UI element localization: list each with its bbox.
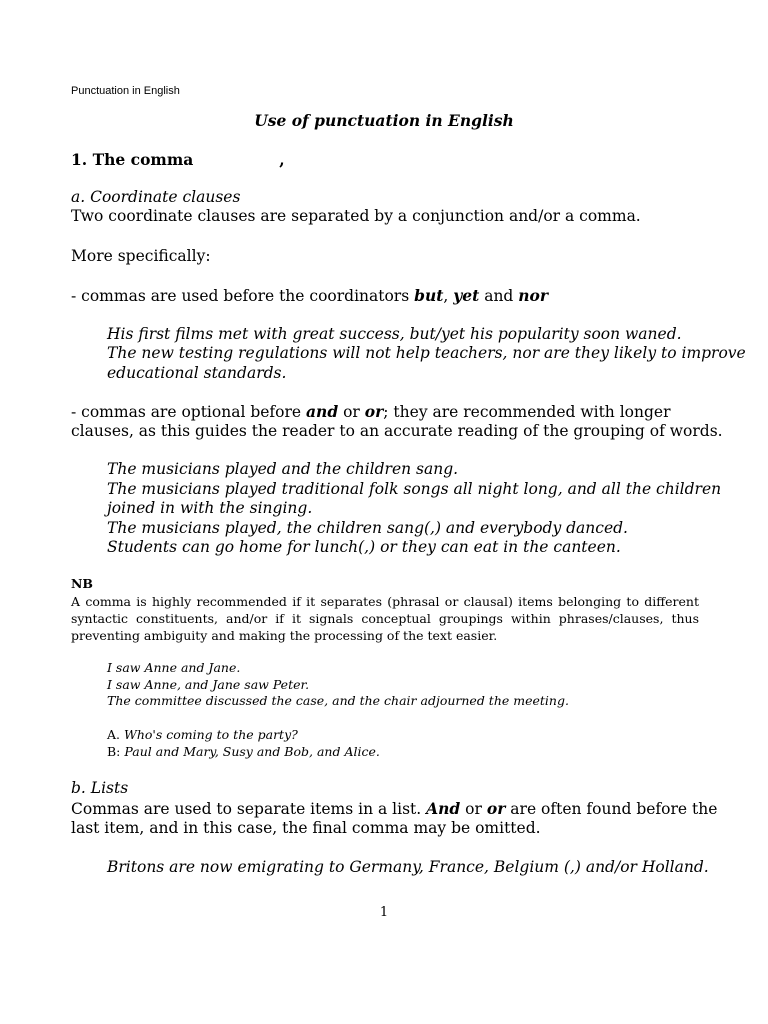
running-header: Punctuation in English — [71, 85, 180, 97]
word-and: and — [306, 402, 339, 421]
word-and-list: And — [426, 799, 461, 818]
dialogue-line-b — [107, 744, 380, 759]
lists-line1 — [71, 799, 717, 818]
dialogue-text-a: Who's coming to the party? — [124, 727, 298, 742]
rule-coordinators — [71, 286, 548, 305]
coordinate-clauses-intro: Two coordinate clauses are separated by a conjunction and/or a comma. — [71, 207, 641, 225]
nb-label: NB — [71, 576, 93, 591]
rule-optional-line1 — [71, 402, 670, 421]
lists-example: Britons are now emigrating to Germany, France, Belgium (,) and/or Holland. — [107, 858, 709, 876]
nb-paragraph: A comma is highly recommended if it separates (phrasal or clausal) items belonging to different syntactic constituents, and/or if it signals conceptual groupings within phrases/clauses, thus preventing ambiguity and making the processing of the text easier. — [71, 594, 699, 643]
nb-example-line: The committee discussed the case, and the chair adjourned the meeting. — [107, 693, 569, 708]
example-line: The musicians played, the children sang(,) and everybody danced. — [107, 519, 628, 537]
speaker-b: B: — [107, 744, 121, 759]
word-yet: yet — [453, 286, 480, 305]
lists-suffix: are often found before the — [505, 800, 718, 818]
rule-optional-suffix: ; they are recommended with longer — [383, 403, 671, 421]
more-specifically-label: More specifically: — [71, 247, 211, 265]
rule-coordinators-prefix: - commas are used before the coordinators — [71, 287, 415, 305]
example-line: The musicians played and the children sang. — [107, 460, 459, 478]
rule-coordinators-sep: , — [443, 287, 454, 305]
word-but: but — [414, 286, 444, 305]
example-line: educational standards. — [107, 364, 287, 382]
lists-line2: last item, and in this case, the final comma may be omitted. — [71, 819, 541, 837]
rule-optional-line2: clauses, as this guides the reader to an accurate reading of the grouping of words. — [71, 422, 723, 440]
word-nor: nor — [518, 286, 549, 305]
word-or-list: or — [486, 799, 506, 818]
nb-example-line: I saw Anne, and Jane saw Peter. — [107, 677, 310, 692]
rule-optional-prefix: - commas are optional before — [71, 403, 306, 421]
example-line: The musicians played traditional folk songs all night long, and all the children — [107, 480, 722, 498]
lists-or: or — [460, 800, 487, 818]
section-heading-comma — [71, 150, 285, 169]
rule-optional-or: or — [338, 403, 365, 421]
example-line: Students can go home for lunch(,) or they can eat in the canteen. — [107, 538, 621, 556]
subsection-heading-lists: b. Lists — [71, 779, 129, 797]
word-or: or — [364, 402, 384, 421]
page-number: 1 — [379, 905, 389, 920]
dialogue-line-a — [107, 727, 298, 742]
example-line: joined in with the singing. — [107, 499, 313, 517]
example-line: The new testing regulations will not help teachers, nor are they likely to improve — [107, 344, 746, 362]
subsection-heading-coordinate-clauses: a. Coordinate clauses — [71, 188, 241, 206]
example-line: His first films met with great success, but/yet his popularity soon waned. — [107, 325, 682, 343]
comma-glyph: , — [279, 150, 285, 169]
lists-prefix: Commas are used to separate items in a list. — [71, 800, 427, 818]
dialogue-text-b: Paul and Mary, Susy and Bob, and Alice. — [124, 744, 380, 759]
rule-coordinators-and: and — [479, 287, 519, 305]
speaker-a: A. — [107, 727, 121, 742]
nb-example-line: I saw Anne and Jane. — [107, 660, 241, 675]
section-heading-text: 1. The comma — [71, 150, 194, 169]
document-title: Use of punctuation in English — [254, 111, 514, 130]
